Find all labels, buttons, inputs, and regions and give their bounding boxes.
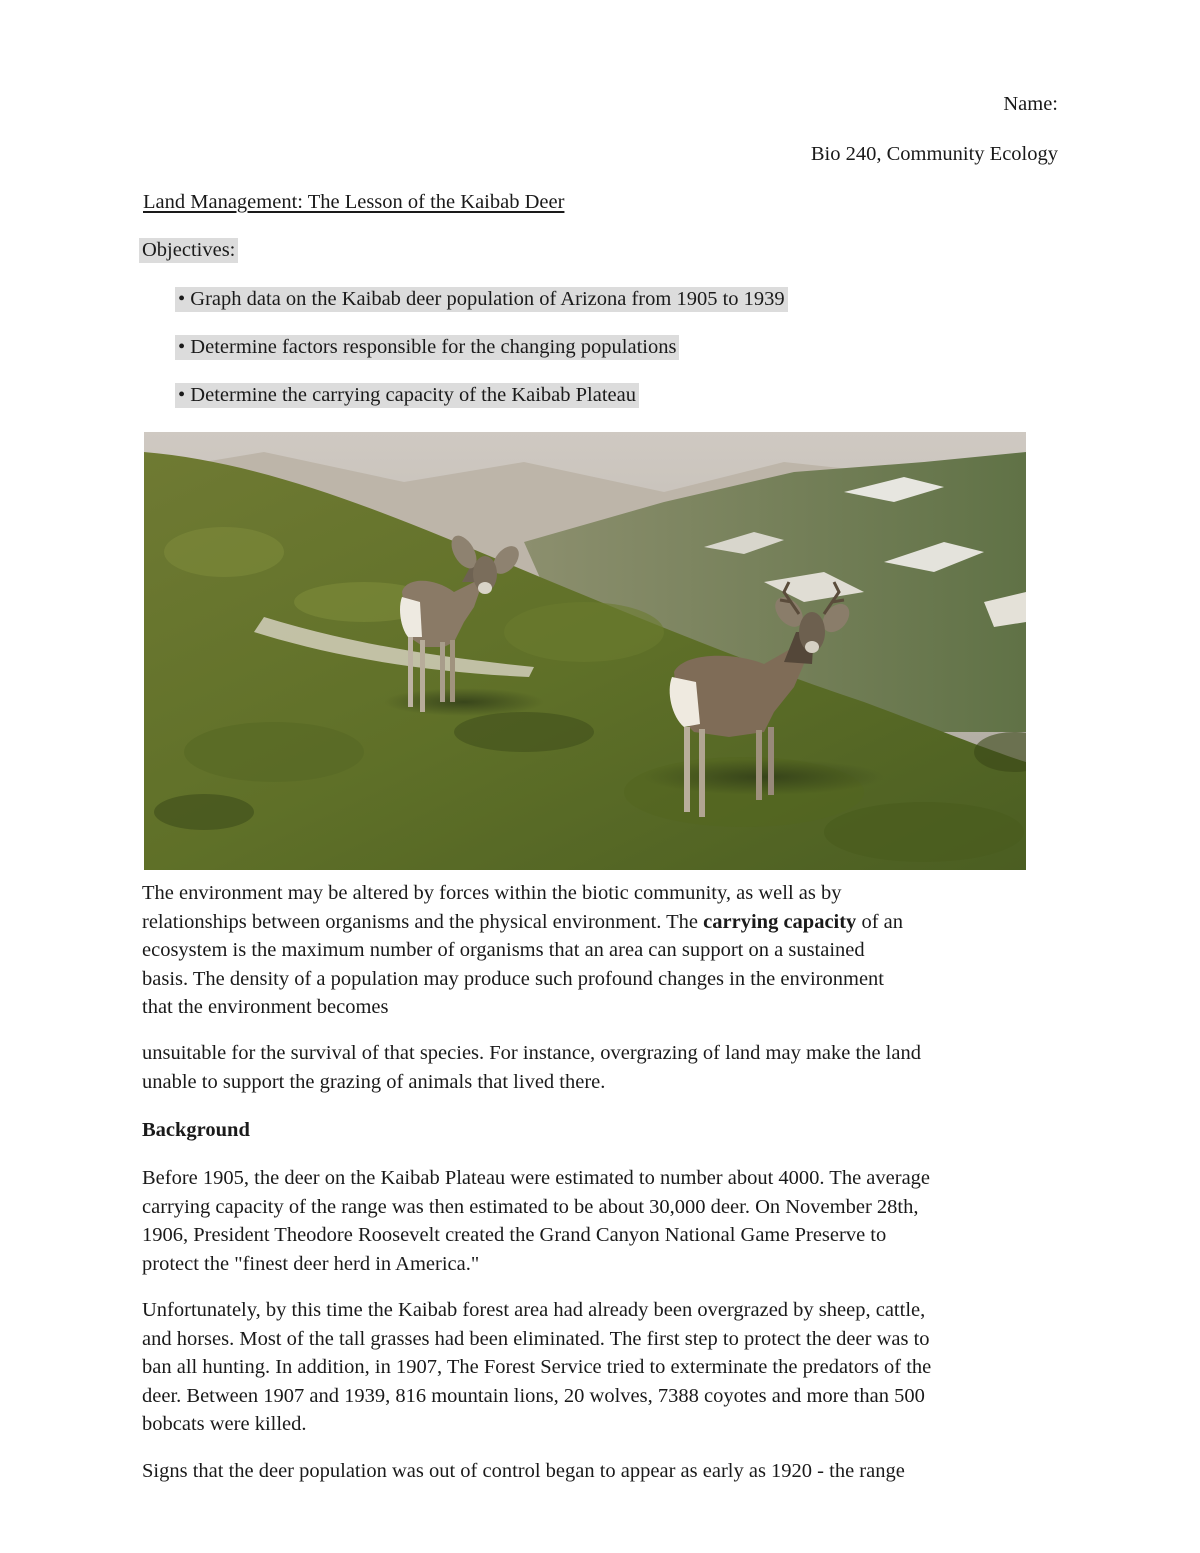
objective-item <box>175 333 679 361</box>
paragraph-line: deer. Between 1907 and 1939, 816 mountain lions, 20 wolves, 7388 coyotes and more than 500 <box>142 1384 925 1407</box>
intro-line: basis. The density of a population may produce such profound changes in the environment <box>142 967 885 990</box>
intro-line <box>142 908 1072 937</box>
intro-line: that the environment becomes <box>142 996 389 1018</box>
paragraph-line: protect the "finest deer herd in America." <box>142 1252 480 1275</box>
objectives-label-text: Objectives: <box>139 238 238 263</box>
paragraph-line: Before 1905, the deer on the Kaibab Plateau were estimated to number about 4000. The average <box>142 1167 931 1189</box>
intro-line: ecosystem is the maximum number of organisms that an area can support on a sustained <box>142 939 865 961</box>
objective-item <box>175 381 639 409</box>
objectives-label <box>139 236 238 264</box>
carrying-capacity-term: carrying capacity <box>703 910 857 933</box>
intro-paragraph <box>142 879 1072 1022</box>
intro-text: relationships between organisms and the physical environment. The <box>142 910 704 933</box>
background-paragraph-1 <box>142 1164 1072 1278</box>
intro-line: unsuitable for the survival of that species. For instance, overgrazing of land may make the land <box>142 1042 921 1064</box>
paragraph-line: carrying capacity of the range was then estimated to be about 30,000 deer. On November 28th, <box>142 1195 919 1218</box>
course-label: Bio 240, Community Ecology <box>810 143 1058 165</box>
paragraph-line: Unfortunately, by this time the Kaibab forest area had already been overgrazed by sheep, cattle, <box>142 1299 926 1321</box>
paragraph-line: and horses. Most of the tall grasses had been eliminated. The first step to protect the deer was to <box>142 1327 930 1350</box>
background-paragraph-3 <box>142 1457 1072 1486</box>
background-heading: Background <box>142 1119 250 1141</box>
deer-photo <box>144 432 1026 870</box>
paragraph-line: 1906, President Theodore Roosevelt created the Grand Canyon National Game Preserve to <box>142 1224 887 1246</box>
intro-line: unable to support the grazing of animals that lived there. <box>142 1070 606 1093</box>
intro-text: of an <box>856 910 903 933</box>
paragraph-line: bobcats were killed. <box>142 1413 307 1435</box>
intro-continuation <box>142 1039 1072 1096</box>
objective-item-text: • Determine the carrying capacity of the Kaibab Plateau <box>175 383 639 408</box>
objective-item-text: • Graph data on the Kaibab deer population of Arizona from 1905 to 1939 <box>175 287 788 312</box>
intro-line: The environment may be altered by forces within the biotic community, as well as by <box>142 882 842 904</box>
background-paragraph-2 <box>142 1296 1072 1439</box>
document-title: Land Management: The Lesson of the Kaibab Deer <box>143 191 565 213</box>
name-label: Name: <box>1003 93 1058 115</box>
objective-item-text: • Determine factors responsible for the changing populations <box>175 335 679 360</box>
paragraph-line: ban all hunting. In addition, in 1907, The Forest Service tried to exterminate the predators of the <box>142 1356 932 1378</box>
objective-item <box>175 285 788 313</box>
paragraph-line: Signs that the deer population was out of control began to appear as early as 1920 - the range <box>142 1460 905 1482</box>
